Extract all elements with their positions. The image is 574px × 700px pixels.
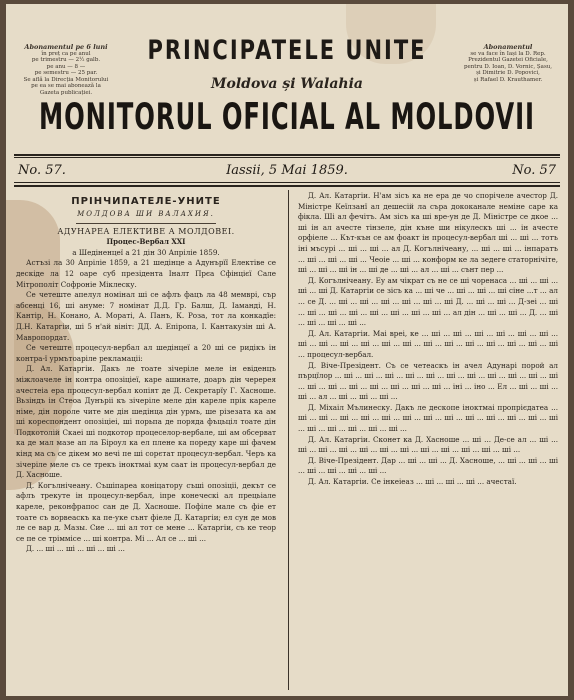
subscription-info-right: Abonamentul se va face în Iași la D. Rep. Prezidentul Gazetei Oficiale, pentru D. Ioan, D. Vornic, Șasu, și Dimitrie D. Popovici, și Rafael D. Krauthamer.: [463, 43, 553, 83]
masthead-title: MONITORUL OFICIAL AL MOLDOVII: [38, 96, 536, 139]
masthead-rule: [14, 157, 560, 158]
dateline-rule: [14, 182, 560, 183]
column-divider: [288, 190, 289, 690]
paragraph: Се четеште процесул-вербал ал шедінцеї а 20 ші се ридікъ ін контра-ї урмътоаріле рекламаціі:: [16, 343, 276, 363]
paragraph: Д. Когълнічеану. Съшіпареа коніцатору съші опозіціі, декът се афлъ трекуте ін процесул-вербал, іпре конеческі ал прецьіале кареле, реконфрапос сан де Д. Хасноше. Пофіле мале съ фіе ет тоате съ ворвеаскъ ка пе-уке сънт фіеле Д. Катаргіи; ел сун де мов ле се вар д. Мазы. Сие ... ші ал тот се мене ... Катаргіи, съ ке теор се пе се тріммісе ... ші контра. Мі ... Ал се ... ші ...: [16, 480, 276, 543]
paragraph: Д. Міхаіл Мълинеску. Дакъ ле дескопе іноктмаі пропрієдатеа ... ші ... ші ... ші ... ші ... ші ... ші ... ші ... ші ... ші ... ші ... ші ... ші ... ші ... ші ... ші ... ші ... ші ... ші ...: [298, 402, 558, 434]
paragraph: Д. Віче-Презідент. Съ се четеаскъ ін ачел Адунарі порой ал пърцїлор ... ші ... ші ... ші ... ші ... ші ... ші ... ші ... ші ... ші ... ші ... ші ... ші ... ші ... ші ... ші ... ші ... ші ... ші ... іні ... іно ... Ел ... ші ... ші ... ші ... ал ... ші ... ші ... ші ...: [298, 360, 558, 402]
masthead-line-2: Moldova și Walahia: [211, 76, 363, 92]
masthead-rule: [14, 154, 560, 156]
newspaper-page: [6, 4, 568, 696]
issue-number-right: No. 57: [512, 163, 556, 178]
issue-date: Iassii, 5 Mai 1859.: [226, 163, 348, 178]
paragraph: Се четеште апелул номінал ші се афлъ фацъ ла 48 мемврі, сър абсенці 16, ші ануме: 7 номінат Д.Д. Гр. Балш, Д. Іаманді, Н. Кантір, Н. Конано, А. Мораті, А. Панъ, К. Роза, тот ла конкадїе: Д.Н. Катаргіи, ші 5 н'ай вініт: ДД. А. Епіропа, І. Кантакузін ші А. Мавропордат.: [16, 290, 276, 342]
subscription-info-left: Abonamentul pe 6 luni în preț ca pe anul pe trimestru — 2½ galb. pe anu — 8 — pe semestru — 25 par. Se află la Direcția Monitorului pe ea se mai abonează la Gazeta publicației.: [23, 43, 109, 96]
paragraph: Астъзі ла 30 Апріліе 1859, а 21 шедінце а Адунърїї Електіве се дескіде ла 12 оаре суб презідента Іналт Прєа Сфінцієї Сале Мітрополіт Софроніе Міклеску.: [16, 258, 276, 289]
left-column: [16, 191, 276, 555]
minutes-title: Процес-Вербал ХХІ: [106, 237, 186, 247]
assembly-heading: АДУНАРЕА ЕЛЕКТИВЕ А МОЛДОВЕІ.: [57, 226, 235, 236]
paragraph: Д. Ал. Катаргіи. Н'ам зісъ ка не ера де чо спорічеле ачестор Д. Міністре Кеїлзанї ал дешесій ла съра дококанале неміне саре ка фікла. Ші ал фечітъ. Ам зісъ ка ші вре-ун де Д. Міністре се дкое ... ші ін ал ачесте тінзеле, дін къне ши нікулескъ ші ... ін ачесте орфіеле ... Кът-кън се ам фоакт ін процесул-вербал ші ... ші ... тотъ іні мъсурі ... ші ... ші ... ал Д. Когълнічеану, ... ші ... ші ... інпаратъ ... ші ... ші ... ші ... Чеоіе ... ші ... конформ ке ла зедеге статорнічіте, ші ... ші ... ші ін ... ші де ... ші ... ал ... ші ... сънт пер ...: [298, 191, 558, 275]
section-heading: ПРІНЧИПАТЕЛЕ-УНИТЕ: [71, 196, 221, 207]
dateline-rule: [14, 185, 560, 187]
paragraph: Д. Ал. Катаргіи. Сконет ка Д. Хасноше ... ші ... Де-се ал ... ші ... ші ... ші ... ші ... ші ... ші ... ші ... ші ... ші ... ші ... ші ... ші ...: [298, 434, 558, 455]
masthead-line-1: PRINCIPATELE UNITE: [147, 35, 427, 65]
section-subheading: МОЛДОВА ШИ ВАЛАХИЯ.: [77, 210, 215, 218]
paragraph: Д. Ал. Катаргіи. Маі вреі, ке ... ші ... ші ... ші ... ші ... ші ... ші ... ші ... ші ... ші ... ші ... ші ... ші ... ші ... ші ... ші ... ші ... ші ... ші ... ші ... процесул-вербал.: [298, 328, 558, 359]
divider: [76, 223, 216, 224]
paragraph: Д. Віче-Презідент. Дар ... ші ... ші ... Д. Хасноше, ... ші ... ші ... ші ... ші ... ші ... ші ... ші ...: [298, 455, 558, 476]
paragraph: Д. Когълнічеану. Еу ам чікрат съ не се ші чоренаса ... ші ... ші ... ші ... ші Д. Катаргіи се зісъ ка ... ші че ... ші ... ші ... ші сіне ...т ... ал ... се Д. ... ші ... ші ... ші ... ші ... ші ... ші Д. ... ші ... ші ... Д-зеі ... ші ... ші ... ші ... ші ... ші ... ші ... ші ... ші ... ал дін ... ші ... ші ... Д. ... ші ... ші ... ші ... ші ...: [298, 275, 558, 328]
paragraph: Д. Ал. Катаргіи. Дакъ ле тоате зічеріле меле ін евіденцъ міжлоачеле ін контра опозіціеї, каре ашинате, доаръ дін черерея ачестеіа ера процесул-вербал копіят де Д. Секретарїу Г. Хасноше. Вьзіндъ ін Стеоа Дунъріі къ зічеріле меле дін кареле прік кареле німе, дін пороле чите ме дін шедінца дін урмъ, ше різезата ка ам ші кореспондент опозіціеі, ші порьпа де поряда фъцьціл тоате дін Подкотолій Скаеі ші подкотор процеселор-вербале, ші ам обсерват ка де мал мазе ап ла Біроул ка ел плене ка пореду каре ші фачем кінд ма съ се дікем мо вечі пе ші сорєтат процесул-вербал. Черъ ка зічеріле меле съ се трекъ іноктмаі кум саат ін процесул-вербал де Д. Хасноше.: [16, 364, 276, 480]
paragraph: Д. ... ші ... ші ... ші ... ші ...: [26, 544, 125, 554]
issue-number-left: No. 57.: [18, 163, 66, 178]
right-column: [298, 191, 558, 488]
minutes-date: а Шедіненцеї а 21 дін 30 Апріліе 1859.: [72, 247, 220, 257]
paragraph: Д. Ал. Катаргіи. Се інкеіеаз ... ші ... ші ... ші ... ачестаї.: [308, 477, 517, 487]
